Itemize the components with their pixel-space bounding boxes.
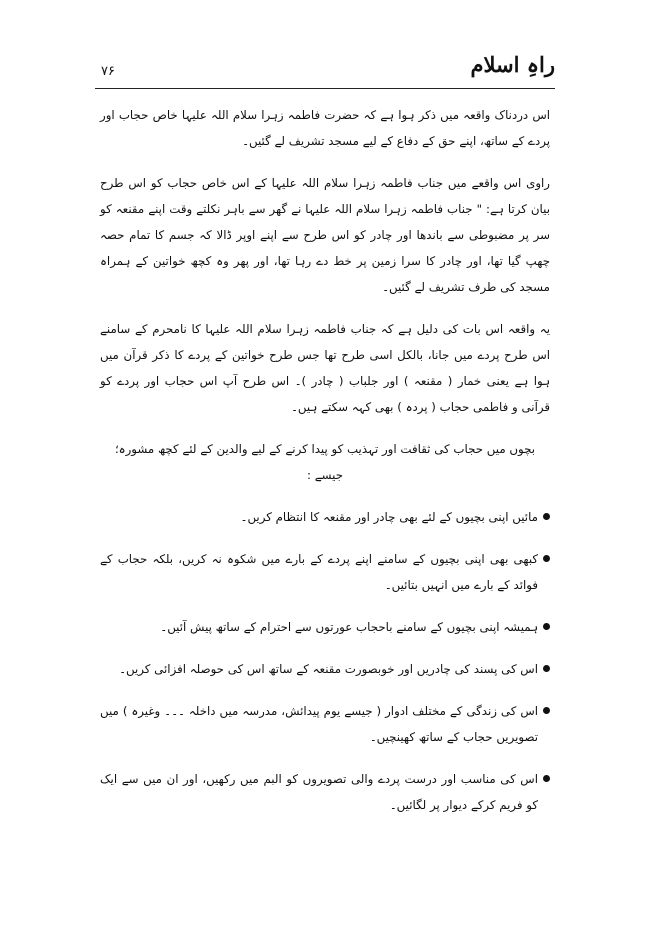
page-header xyxy=(95,52,555,92)
list-item xyxy=(100,546,550,598)
bullet-icon xyxy=(543,707,550,714)
bullet-icon xyxy=(543,513,550,520)
list-item-text: ہمیشہ اپنی بچیوں کے سامنے باحجاب عورتوں سے احترام کے ساتھ پیش آئیں۔ xyxy=(160,620,538,634)
advice-intro: بچوں میں حجاب کی ثقافت اور تہذیب کو پیدا کرنے کے لیے والدین کے لئے کچھ مشورہ؛ جیسے : xyxy=(114,442,536,482)
page-number: ۷۶ xyxy=(101,64,115,79)
book-title: راہِ اسلام xyxy=(470,52,555,77)
bullet-icon xyxy=(543,555,550,562)
list-item-text: مائیں اپنی بچیوں کے لئے بھی چادر اور مقنعہ کا انتظام کریں۔ xyxy=(240,510,538,524)
list-item xyxy=(100,656,550,682)
paragraph: اس دردناک واقعہ میں ذکر ہوا ہے کہ حضرت فاطمہ زہرا سلام اللہ علیہا خاص حجاب اور پردے کے ساتھ، اپنے حق کے دفاع کے لیے مسجد تشریف لے گئیں۔ xyxy=(100,108,550,148)
page-body xyxy=(100,102,550,834)
list-item xyxy=(100,504,550,530)
paragraph: یہ واقعہ اس بات کی دلیل ہے کہ جناب فاطمہ زہرا سلام اللہ علیہا کا نامحرم کے سامنے اس طرح پردے میں جانا، بالکل اسی طرح تھا جس طرح خواتین کے پردے کا ذکر قرآن میں ہوا ہے یعنی خمار ( مقنعہ ) اور جلباب ( چادر )۔ اس طرح آپ اس حجاب اور پردے کو قرآنی و فاطمی حجاب ( پردہ ) بھی کہہ سکتے ہیں۔ xyxy=(100,322,550,414)
bullet-icon xyxy=(543,623,550,630)
list-item-text: اس کی زندگی کے مختلف ادوار ( جیسے یوم پیدائش، مدرسہ میں داخلہ ۔۔۔ وغیرہ ) میں تصویریں حجاب کے ساتھ کھینچیں۔ xyxy=(100,704,538,744)
advice-list xyxy=(100,504,550,818)
list-item-text: کبھی بھی اپنی بچیوں کے سامنے اپنے پردے کے بارے میں شکوہ نہ کریں، بلکہ حجاب کے فوائد کے بارے میں انہیں بتائیں۔ xyxy=(100,552,538,592)
list-item xyxy=(100,614,550,640)
paragraph: راوی اس واقعے میں جناب فاطمہ زہرا سلام اللہ علیہا کے اس خاص حجاب کو اس طرح بیان کرتا ہے: " جناب فاطمہ زہرا سلام اللہ علیہا نے گھر سے باہر نکلتے وقت اپنے مقنعہ کو سر پر مضبوطی سے باندھا اور چادر کو اس طرح سے اپنے اوپر ڈالا کہ جسم کا تمام حصہ چھپ گیا تھا، اور چادر کا سرا زمین پر خط دے رہا تھا، اور پھر وہ کچھ خواتین کے ہمراہ مسجد کی طرف تشریف لے گئیں۔ xyxy=(100,176,550,294)
list-item xyxy=(100,698,550,750)
list-item-text: اس کی مناسب اور درست پردے والی تصویروں کو البم میں رکھیں، اور ان میں سے ایک کو فریم کرکے دیوار پر لگائیں۔ xyxy=(100,772,538,812)
bullet-icon xyxy=(543,775,550,782)
header-divider xyxy=(95,88,555,89)
list-item-text: اس کی پسند کی چادریں اور خوبصورت مقنعہ کے ساتھ اس کی حوصلہ افزائی کریں۔ xyxy=(119,662,538,676)
bullet-icon xyxy=(543,665,550,672)
list-item xyxy=(100,766,550,818)
